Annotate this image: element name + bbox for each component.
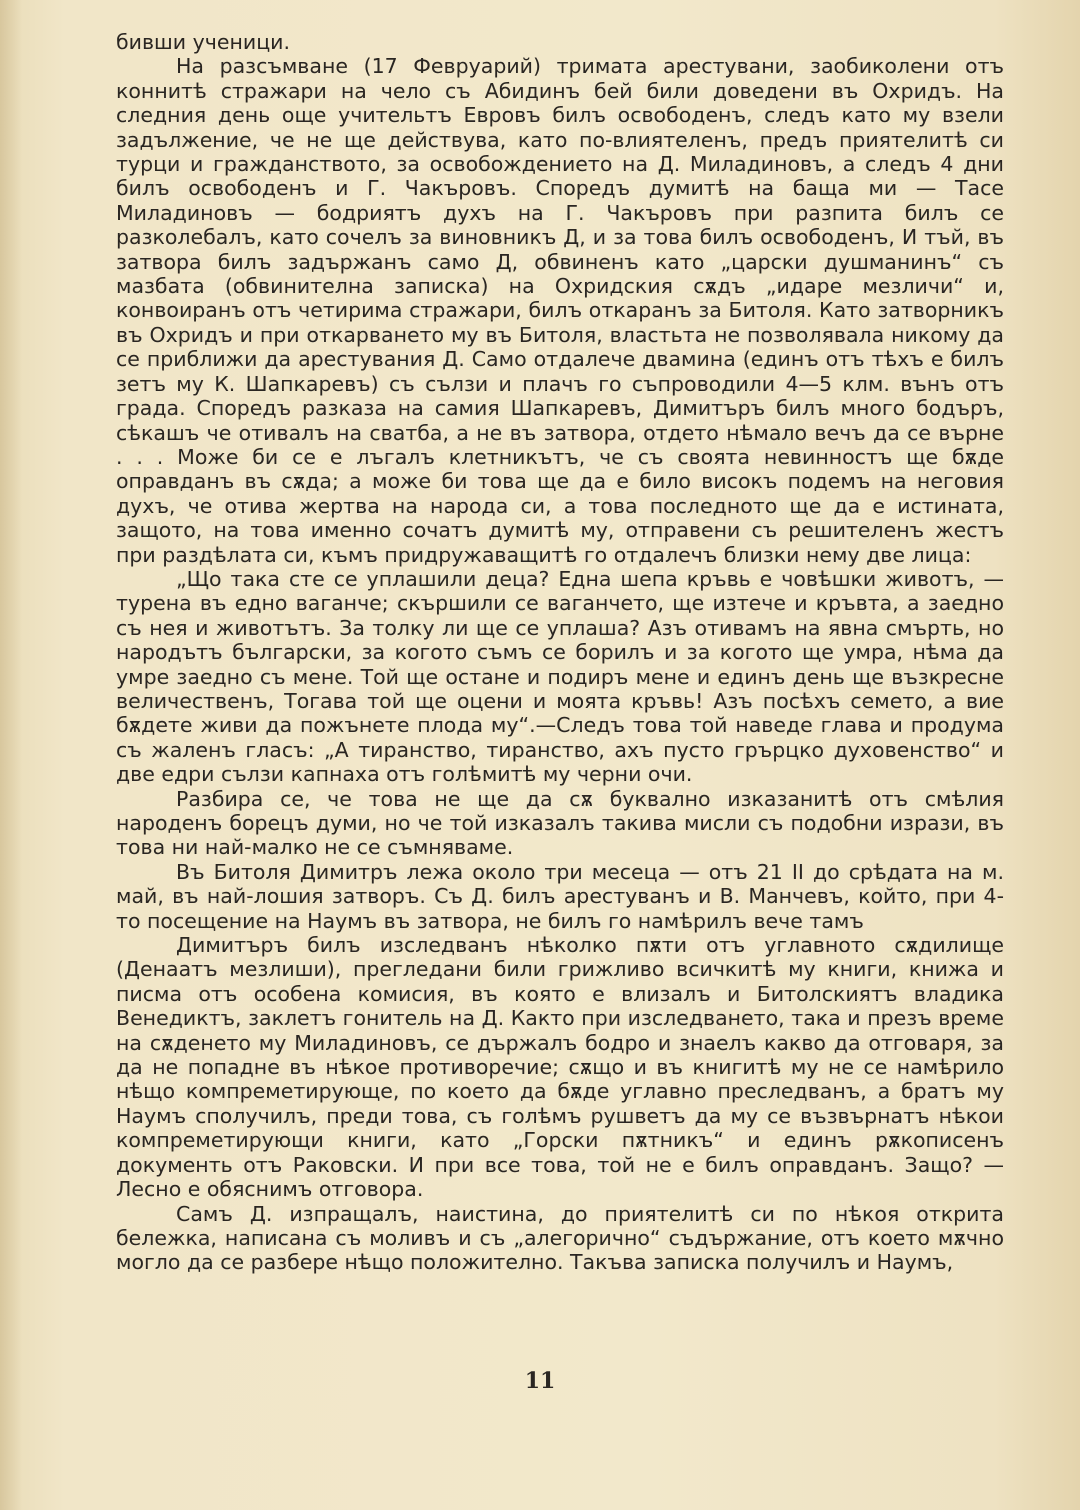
paragraph-3-quote: „Що така сте се уплашили деца? Една шепа кръвь е човѣшки животъ, — турена въ едно ваганче; скършили се ваганчето, ще изтече и кръвта, а заедно съ нея и животътъ. За толку ли ще се уплаша? Азъ отивамъ на явна смърть, но народътъ български, за когото съмъ се борилъ и за когото ще умра, нѣма да умре заедно съ мене. Той ще остане и подиръ мене и единъ день ще възкресне величественъ, Тогава той ще оцени и моята кръвь! Азъ посѣхъ семето, а вие бѫдете живи да пожънете плода му“.—Следъ това той наведе глава и продума съ жаленъ гласъ: „А тиранство, тиранство, ахъ пусто грърцко духовенство“ и две едри сълзи капнаха отъ голѣмитѣ му черни очи. (116, 566, 1004, 787)
paragraph-6: Димитъръ билъ изследванъ нѣколко пѫти отъ углавното сѫдилище (Денаатъ мезлиши), прегледани били грижливо всичкитѣ му книги, книжа и писма отъ особена комисия, въ която е влизалъ и Битолскиятъ владика Венедиктъ, заклетъ гонитель на Д. Както при изследването, така и презъ време на сѫденето му Миладиновъ, се държалъ бодро и знаелъ какво да отговаря, за да не попадне въ нѣкое противоречие; сѫщо и въ книгитѣ му не се намѣрило нѣщо компреметирующе, по което да бѫде углавно преследванъ, а братъ му Наумъ сполучилъ, преди това, съ голѣмъ рушветъ да му се възвърнатъ нѣкои компреметирующи книги, като „Горски пѫтникъ“ и единъ рѫкописенъ документь отъ Раковски. И при все това, той не е билъ оправданъ. Защо? — Лесно е обяснимъ отговора. (116, 933, 1004, 1202)
body-text (116, 30, 1004, 1275)
paragraph-1: бивши ученици. (116, 30, 291, 54)
paragraph-2: На разсъмване (17 Февруарий) тримата арестувани, заобиколени отъ коннитѣ стражари на чело съ Абидинъ бей били доведени въ Охридъ. На следния день още учительтъ Евровъ билъ освободенъ, следъ като му взели задължение, че не ще действува, като по-влиятеленъ, предъ приятелитѣ си турци и гражданството, за освобождението на Д. Миладиновъ, а следъ 4 дни билъ освободенъ и Г. Чакъровъ. Споредъ думитѣ на баща ми — Тасе Миладиновъ — бодриятъ духъ на Г. Чакъровъ при разпита билъ се разколебалъ, като сочелъ за виновникъ Д, и за това билъ освободенъ, И тъй, въ затвора билъ задържанъ само Д, обвиненъ като „царски душманинъ“ съ мазбата (обвинителна записка) на Охридския сѫдъ „идаре мезличи“ и, конвоиранъ отъ четирима стражари, билъ откаранъ за Битоля. Като затворникъ въ Охридъ и при откарването му въ Битоля, властьта не позволявала никому да се приближи да арестувания Д. Само отдалече двамина (единъ отъ тѣхъ е билъ зетъ му К. Шапкаревъ) съ сълзи и плачъ го съпроводили 4—5 клм. вънъ отъ града. Споредъ разказа на самия Шапкаревъ, Димитъръ билъ много бодъръ, сѣкашъ че отивалъ на сватба, а не въ затвора, отдето нѣмало вечъ да се върне . . . Може би се е лъгалъ клетникътъ, че съ своята невинностъ ще бѫде оправданъ въ сѫда; а може би това ще да е било високъ подемъ на неговия духъ, че отива жертва на народа си, а това последното ще да е истината, защото, на това именно сочатъ думитѣ му, отправени съ решителенъ жестъ при раздѣлата си, къмъ придружаващитѣ го отдалечъ близки нему две лица: (116, 54, 1004, 567)
paragraph-5: Въ Битоля Димитръ лежа около три месеца — отъ 21 II до срѣдата на м. май, въ най-лошия затворъ. Съ Д. билъ арестуванъ и В. Манчевъ, който, при 4-то посещение на Наумъ въ затвора, не билъ го намѣрилъ вече тамъ (116, 859, 1004, 933)
page-number: 11 (524, 1368, 556, 1394)
paragraph-4: Разбира се, че това не ще да сѫ буквално изказанитѣ отъ смѣлия народенъ борецъ думи, но че той изказалъ такива мисли съ подобни изрази, въ това ни най-малко не се съмняваме. (116, 786, 1004, 860)
page-spine-shadow (0, 0, 22, 1510)
paragraph-7: Самъ Д. изпращалъ, наистина, до приятелитѣ си по нѣкоя открита бележка, написана съ моливъ и съ „алегорично“ съдържание, отъ което мѫчно могло да се разбере нѣщо положително. Такъва записка получилъ и Наумъ, (116, 1201, 1004, 1275)
